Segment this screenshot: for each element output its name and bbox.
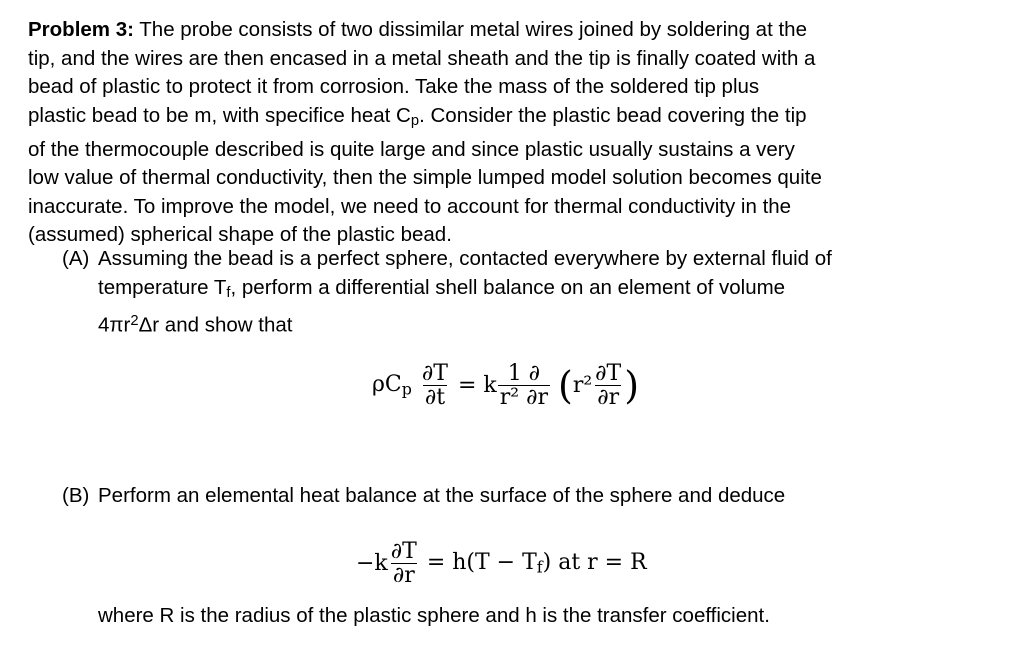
problem-line-2: tip, and the wires are then encased in a metal sheath and the tip is finally coated with a — [28, 46, 816, 70]
dT-dr-boundary-fraction: $\frac{\partial T}{\partial r}$ — [390, 539, 417, 589]
part-a — [62, 245, 832, 341]
where-definition: where R is the radius of the plastic sphere and h is the transfer coefficient. — [98, 604, 770, 627]
dT-dt-fraction: $\frac{\partial T}{\partial t}$ — [421, 361, 448, 411]
problem-line-3: bead of plastic to protect it from corrosion. Take the mass of the soldered tip plus — [28, 75, 760, 99]
part-b-tag: (B) — [62, 484, 90, 507]
problem-line-4: plastic bead to be m, with specifice heat $C_p$. Consider the plastic bead covering the tip — [28, 103, 807, 130]
problem-line-8: (assumed) spherical shape of the plastic bead. — [28, 223, 452, 247]
problem-line-6: low value of thermal conductivity, then the simple lumped model solution becomes quite — [28, 166, 822, 190]
dT-dr-fraction: $\frac{\partial T}{\partial r}$ — [595, 361, 622, 411]
part-b — [62, 482, 785, 511]
problem-statement — [28, 16, 988, 250]
part-a-line-1: Assuming the bead is a perfect sphere, contacted everywhere by external fluid of — [98, 247, 832, 270]
problem-line-7: inaccurate. To improve the model, we need to account for thermal conductivity in the — [28, 194, 792, 218]
part-b-line-1: Perform an elemental heat balance at the surface of the sphere and deduce — [98, 484, 786, 507]
equation-boundary-condition: −k $\frac{\partial T}{\partial r}$ = $h(T - T_f)$ at r = R — [356, 539, 647, 589]
radial-operator-fraction: $\frac{1 \partial}{\text{r² ∂r}}$ — [499, 361, 548, 411]
part-a-tag: (A) — [62, 247, 90, 270]
problem-label: Problem 3: — [28, 18, 134, 41]
problem-line-1: Problem 3: The probe consists of two dissimilar metal wires joined by soldering at the — [28, 18, 807, 41]
equation-heat-conduction: $\rho C_p$ $\frac{\partial T}{\partial t}$ = k $\frac{1 \partial}{\text{r² ∂r}}$ (r² $\frac{\partial T}{\partial r}$ ) — [372, 361, 640, 411]
part-a-line-3: $4\pi r^2\Delta r$ and show that — [98, 313, 293, 338]
problem-line-5: of the thermocouple described is quite large and since plastic usually sustains a very — [28, 137, 795, 161]
part-a-line-2: temperature $T_f$, perform a differential shell balance on an element of volume — [98, 275, 786, 301]
